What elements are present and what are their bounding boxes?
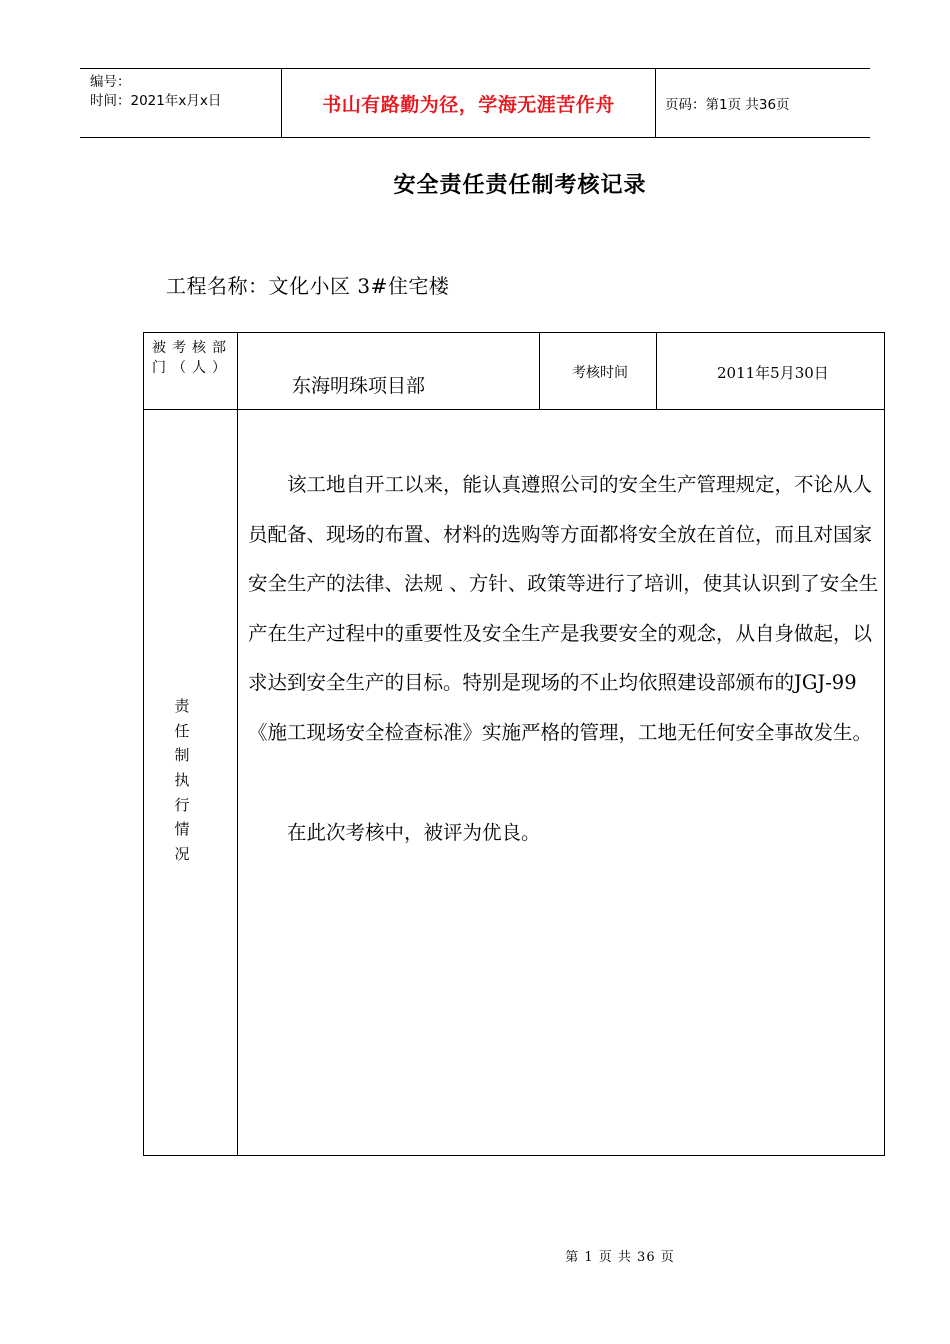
dept-value: 东海明珠项目部 (238, 333, 540, 409)
execution-status-content (248, 460, 880, 857)
document-number-label: 编号： (90, 74, 131, 90)
execution-status-char: 任 (174, 722, 190, 740)
project-name: 工程名称：文化小区 3#住宅楼 (166, 274, 450, 298)
table-content-row (144, 410, 884, 1155)
assessment-time-value: 2011年5月30日 (717, 364, 829, 382)
page-footer: 第 1 页 共 36 页 (565, 1250, 675, 1265)
table-header-row (144, 333, 884, 410)
dept-label: 被考核部门（人） (144, 333, 238, 409)
header-meta (80, 69, 280, 137)
header-motto: 书山有路勤为径，学海无涯苦作舟 (281, 69, 656, 137)
assessment-table (143, 332, 885, 1156)
header-page-info: 页码：第1页 共36页 (665, 97, 790, 113)
assessment-conclusion: 在此次考核中，被评为优良。 (287, 820, 541, 844)
assessment-time-label: 考核时间 (540, 333, 657, 409)
execution-status-char: 行 (174, 796, 190, 814)
page-title: 安全责任责任制考核记录 (393, 173, 647, 198)
execution-status-char: 情 (174, 820, 190, 838)
execution-status-char: 况 (174, 845, 190, 863)
execution-status-label (144, 410, 238, 1155)
content-paragraph: 该工地自开工以来，能认真遵照公司的安全生产管理规定，不论从人员配备、现场的布置、材料的选购等方面都将安全放在首位，而且对国家安全生产的法律、法规 、方针、政策等进行了培训，使其认识到了安全生产在生产过程中的重要性及安全生产是我要安全的观念，从自身做起，以求达到安全生产的目标。特别是现场的不止均依照建设部颁布的JGJ-99《施工现场安全检查标准》实施严格的管理，工地无任何安全事故发生。 (248, 473, 879, 744)
page-header (80, 68, 870, 138)
execution-status-char: 责 (174, 697, 190, 715)
execution-status-char: 执 (174, 771, 190, 789)
execution-status-char: 制 (174, 746, 190, 764)
document-time: 时间：2021年x月x日 (90, 93, 222, 109)
